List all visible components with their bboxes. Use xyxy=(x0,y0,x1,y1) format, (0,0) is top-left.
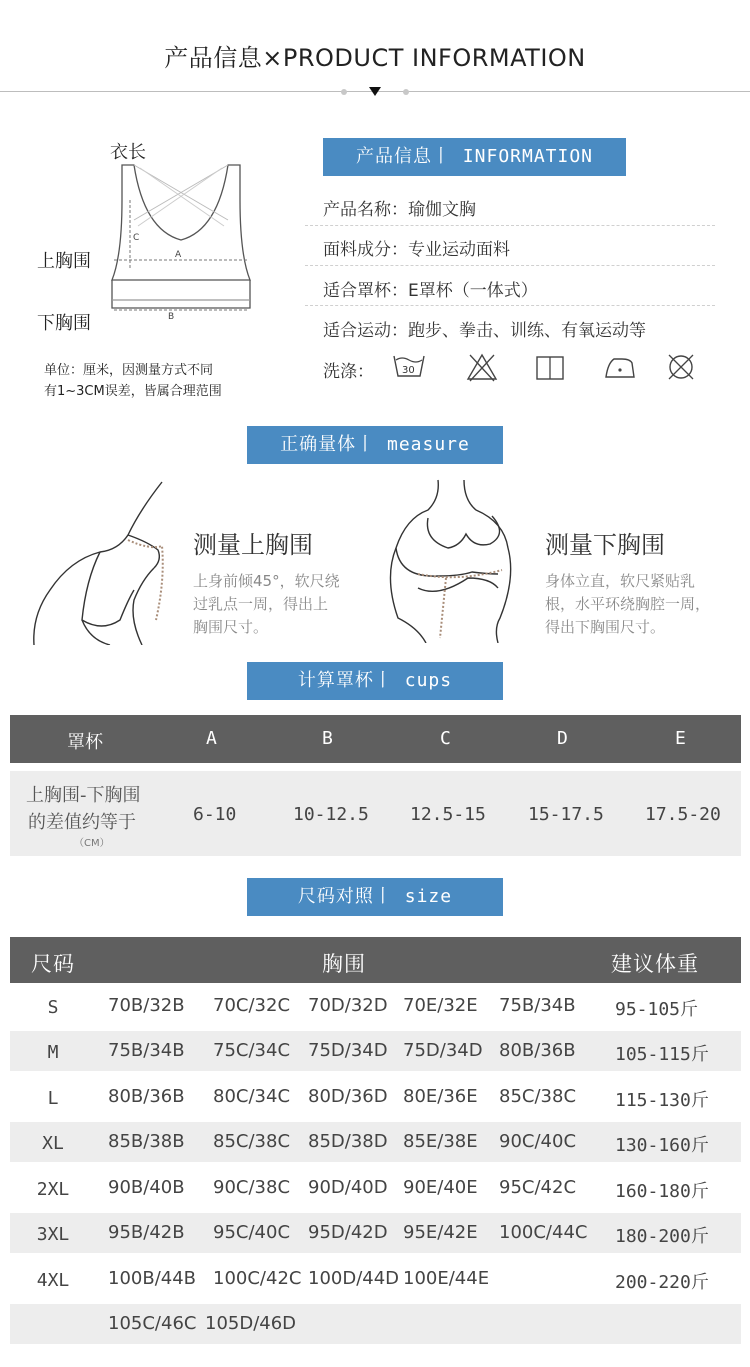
mark-c: C xyxy=(133,233,140,243)
bust-cell: 105C/46C xyxy=(108,1313,197,1334)
weight-cell: 200-220斤 xyxy=(615,1272,709,1293)
cup-head-a: A xyxy=(206,728,217,749)
info-sport: 适合运动：跑步、拳击、训练、有氧运动等 xyxy=(323,321,646,341)
bust-cell: 70D/32D xyxy=(308,995,388,1016)
info-product-name: 产品名称：瑜伽文胸 xyxy=(323,200,476,220)
bra-diagram-illustration xyxy=(100,160,260,320)
cup-head-label: 罩杯 xyxy=(67,732,103,753)
bust-cell: 95E/42E xyxy=(403,1222,478,1243)
cup-head-c: C xyxy=(440,728,451,749)
upper-bust-title: 测量上胸围 xyxy=(193,531,313,559)
size-table-header xyxy=(10,937,741,983)
measure-banner: 正确量体丨 measure xyxy=(247,426,503,464)
bust-cell: 85B/38B xyxy=(108,1131,185,1152)
unit-note-line2: 有1~3CM误差，皆属合理范围 xyxy=(44,384,222,399)
cup-diff-label-2: 的差值约等于 xyxy=(28,812,136,833)
size-head-bust: 胸围 xyxy=(322,952,366,976)
bust-cell: 95C/42C xyxy=(499,1177,577,1198)
bust-cell: 100C/44C xyxy=(499,1222,588,1243)
under-bust-measure-illustration xyxy=(378,478,528,643)
mark-b: B xyxy=(168,312,175,320)
bust-cell: 100E/44E xyxy=(403,1268,490,1289)
cup-diff-label-1: 上胸围-下胸围 xyxy=(26,785,141,806)
weight-cell: 180-200斤 xyxy=(615,1226,709,1247)
bust-cell: 100D/44D xyxy=(308,1268,400,1289)
info-separator xyxy=(305,225,715,226)
bust-cell: 80B/36B xyxy=(108,1086,185,1107)
size-row xyxy=(10,986,741,1026)
length-label: 衣长 xyxy=(110,142,146,163)
under-bust-desc-2: 根，水平环绕胸腔一周， xyxy=(545,595,711,613)
cup-value-b: 10-12.5 xyxy=(293,804,369,825)
bust-cell: 90B/40B xyxy=(108,1177,185,1198)
bust-cell: 80C/34C xyxy=(213,1086,291,1107)
bust-cell: 95B/42B xyxy=(108,1222,185,1243)
wash-label: 洗涤： xyxy=(323,362,374,382)
unit-note-line1: 单位：厘米，因测量方式不同 xyxy=(44,363,214,378)
bust-cell: 75D/34D xyxy=(308,1040,388,1061)
size-cell: XL xyxy=(42,1133,64,1154)
cup-value-e: 17.5-20 xyxy=(645,804,721,825)
cup-value-a: 6-10 xyxy=(193,804,237,825)
weight-cell: 115-130斤 xyxy=(615,1090,709,1111)
cup-table-row xyxy=(10,771,741,856)
weight-cell: 160-180斤 xyxy=(615,1181,709,1202)
divider-dot-right xyxy=(403,89,409,95)
bust-cell: 70B/32B xyxy=(108,995,185,1016)
size-row xyxy=(10,1077,741,1117)
size-head-weight: 建议体重 xyxy=(611,952,699,976)
size-cell: 4XL xyxy=(36,1270,70,1291)
no-dryclean-icon xyxy=(666,352,696,382)
bust-cell: 75B/34B xyxy=(499,995,576,1016)
page-title: 产品信息×PRODUCT INFORMATION xyxy=(164,44,586,72)
size-row xyxy=(10,1259,741,1299)
bust-cell: 95D/42D xyxy=(308,1222,388,1243)
upper-bust-desc-3: 胸围尺寸。 xyxy=(193,618,269,636)
size-cell: 2XL xyxy=(36,1179,70,1200)
wash-30-icon xyxy=(392,352,426,380)
cup-head-d: D xyxy=(557,728,568,749)
wash-temp: 30 xyxy=(402,365,415,376)
bust-cell: 75B/34B xyxy=(108,1040,185,1061)
under-bust-desc-3: 得出下胸围尺寸。 xyxy=(545,618,666,636)
cups-banner: 计算罩杯丨 cups xyxy=(247,662,503,700)
bust-cell: 85D/38D xyxy=(308,1131,388,1152)
weight-cell: 130-160斤 xyxy=(615,1135,709,1156)
size-head-size: 尺码 xyxy=(31,952,75,976)
size-row xyxy=(10,1168,741,1208)
bust-cell: 100B/44B xyxy=(108,1268,197,1289)
bust-cell: 85C/38C xyxy=(213,1131,291,1152)
bust-cell: 95C/40C xyxy=(213,1222,291,1243)
cup-value-c: 12.5-15 xyxy=(410,804,486,825)
size-row xyxy=(10,1122,741,1162)
info-fabric: 面料成分：专业运动面料 xyxy=(323,240,510,260)
bust-cell: 85E/38E xyxy=(403,1131,478,1152)
no-bleach-icon xyxy=(466,352,498,382)
dry-flat-icon xyxy=(535,355,565,381)
size-banner: 尺码对照丨 size xyxy=(247,878,503,916)
upper-bust-label: 上胸围 xyxy=(37,251,91,272)
bust-cell: 75C/34C xyxy=(213,1040,291,1061)
bust-cell: 105D/46D xyxy=(205,1313,297,1334)
upper-bust-desc-1: 上身前倾45°，软尺绕 xyxy=(193,572,340,590)
bust-cell: 90C/40C xyxy=(499,1131,577,1152)
bust-cell: 85C/38C xyxy=(499,1086,577,1107)
down-arrow-icon xyxy=(369,87,381,96)
size-cell: 3XL xyxy=(36,1224,70,1245)
size-row xyxy=(10,1031,741,1071)
bust-cell: 75D/34D xyxy=(403,1040,483,1061)
size-cell: L xyxy=(47,1088,59,1109)
size-row xyxy=(10,1304,741,1344)
upper-bust-desc-2: 过乳点一周，得出上 xyxy=(193,595,329,613)
bust-cell: 100C/42C xyxy=(213,1268,302,1289)
cup-value-d: 15-17.5 xyxy=(528,804,604,825)
info-separator xyxy=(305,265,715,266)
weight-cell: 95-105斤 xyxy=(615,999,699,1020)
info-banner: 产品信息丨 INFORMATION xyxy=(323,138,626,176)
info-separator xyxy=(305,305,715,306)
bust-cell: 80D/36D xyxy=(308,1086,388,1107)
cup-diff-unit: （CM） xyxy=(74,838,110,849)
size-cell: S xyxy=(47,997,59,1018)
upper-bust-measure-illustration xyxy=(30,480,190,645)
bust-cell: 70C/32C xyxy=(213,995,291,1016)
bust-cell: 80B/36B xyxy=(499,1040,576,1061)
bust-cell: 90C/38C xyxy=(213,1177,291,1198)
cup-head-b: B xyxy=(322,728,333,749)
under-bust-label: 下胸围 xyxy=(37,313,91,334)
mark-a: A xyxy=(175,250,182,260)
bust-cell: 70E/32E xyxy=(403,995,478,1016)
size-cell: M xyxy=(47,1042,59,1063)
iron-low-icon xyxy=(604,355,636,381)
bust-cell: 90D/40D xyxy=(308,1177,388,1198)
under-bust-desc-1: 身体立直，软尺紧贴乳 xyxy=(545,572,696,590)
weight-cell: 105-115斤 xyxy=(615,1044,709,1065)
divider-dot-left xyxy=(341,89,347,95)
under-bust-title: 测量下胸围 xyxy=(545,531,665,559)
bust-cell: 90E/40E xyxy=(403,1177,478,1198)
size-row xyxy=(10,1213,741,1253)
info-cup: 适合罩杯：E罩杯（一体式） xyxy=(323,281,538,301)
cup-table-header xyxy=(10,715,741,763)
bust-cell: 80E/36E xyxy=(403,1086,478,1107)
cup-head-e: E xyxy=(675,728,686,749)
